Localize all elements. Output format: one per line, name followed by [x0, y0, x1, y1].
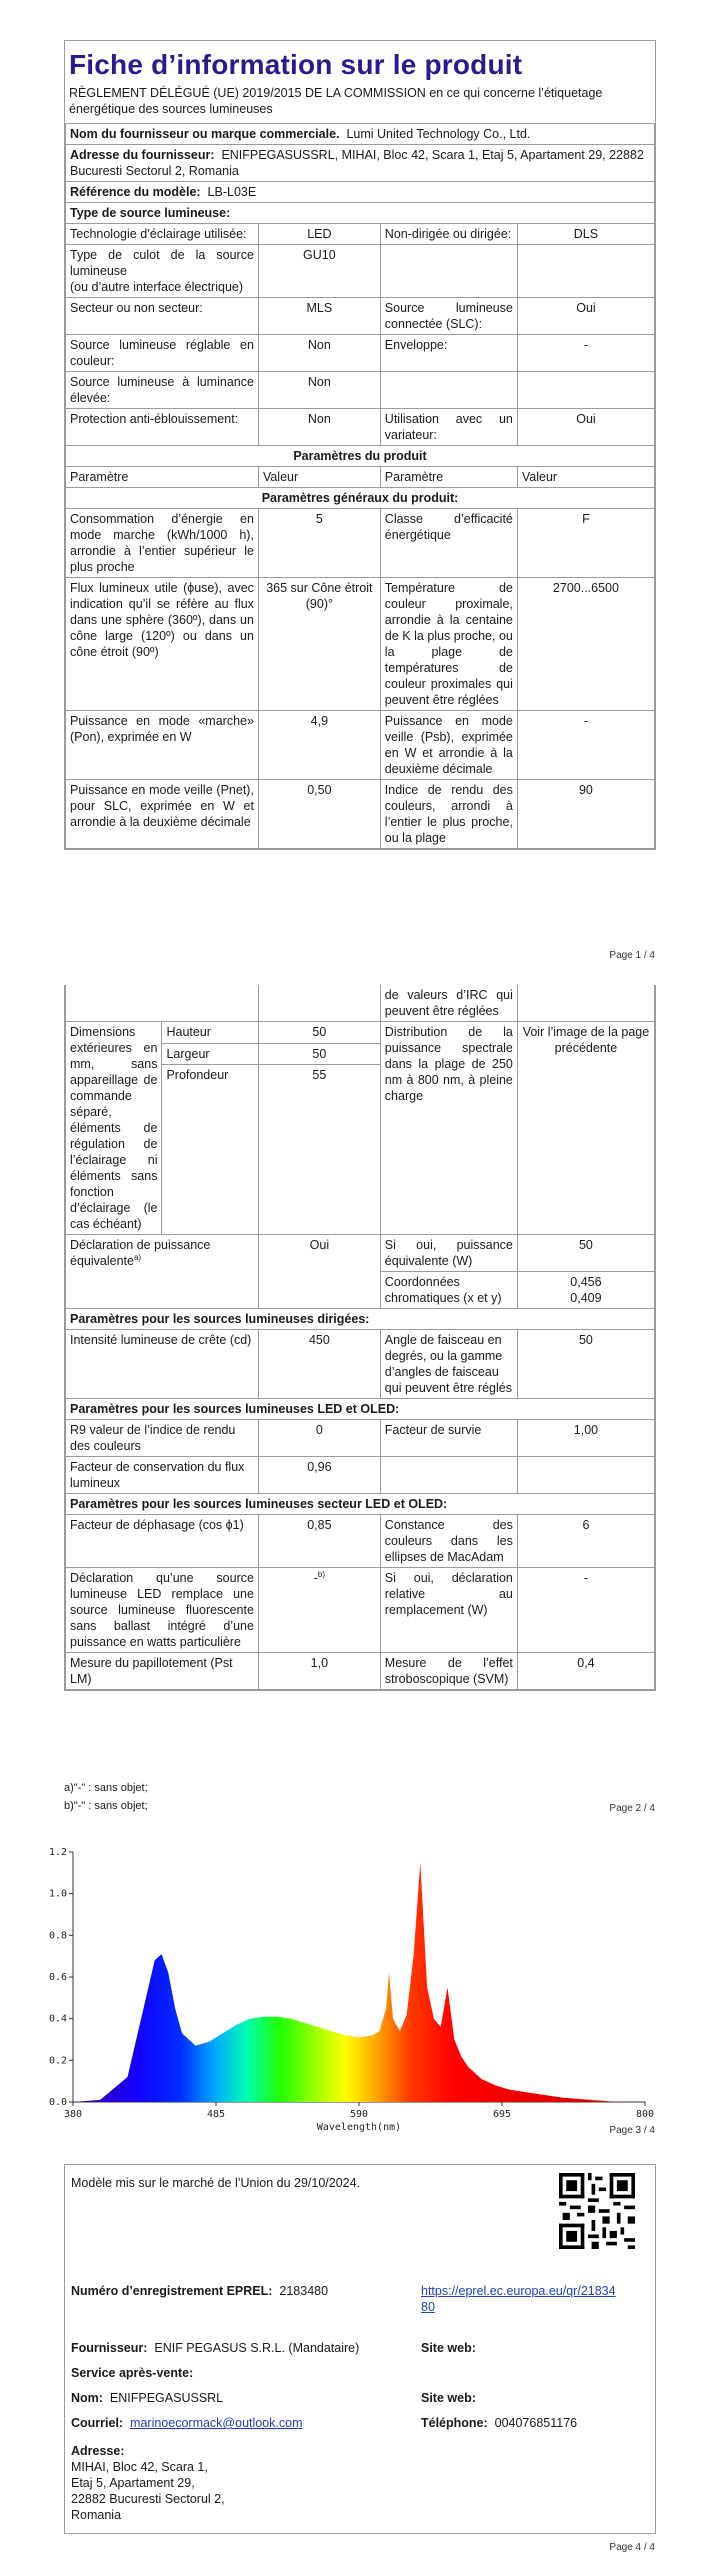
value-cell: F	[517, 508, 654, 577]
value-cell: Oui	[517, 408, 654, 445]
footnote-b: b)"-" : sans objet;	[64, 1800, 148, 1813]
value-cell	[517, 371, 654, 408]
phone-row	[421, 2415, 577, 2431]
table-row	[66, 408, 655, 445]
x-tick-label: 695	[492, 2109, 512, 2120]
value-cell: -	[517, 334, 654, 371]
supplier-address-row: Adresse du fournisseur: ENIFPEGASUSSRL, MIHAI, Bloc 42, Scara 1, Etaj 5, Apartament 29, 22882 Bucuresti Sectorul 2, Romania	[66, 144, 655, 181]
name-row	[71, 2390, 223, 2406]
replace-w-value: -	[517, 1568, 654, 1653]
equiv-value: Oui	[258, 1235, 380, 1309]
param-cell: Source lumineuse à luminance élevée:	[66, 371, 259, 408]
address-line: Etaj 5, Apartament 29,	[71, 2476, 195, 2490]
page-4	[0, 2150, 717, 2560]
phone-label: Téléphone:	[421, 2416, 488, 2430]
table-row	[66, 244, 655, 297]
chroma-label: Coordonnées chromatiques (x et y)	[380, 1272, 517, 1309]
x-axis-label: Wavelength(nm)	[316, 2122, 402, 2133]
value-cell: MLS	[258, 297, 380, 334]
x-tick-label: 590	[349, 2109, 369, 2120]
supplier-label: Fournisseur:	[71, 2341, 148, 2355]
param-cell: Protection anti-éblouissement:	[66, 408, 259, 445]
table-row	[66, 508, 655, 577]
address-label: Adresse:	[71, 2444, 125, 2458]
peak-value: 450	[258, 1330, 380, 1399]
site-label: Site web:	[421, 2341, 476, 2355]
directed-heading: Paramètres pour les sources lumineuses dirigées:	[66, 1309, 655, 1330]
y-tick-label: 0.0	[48, 2097, 67, 2108]
replace-w-label: Si oui, déclaration relative au remplacement (W)	[380, 1568, 517, 1653]
replace-label: Déclaration qu’une source lumineuse LED remplace une source lumineuse fluorescente sans ballast intégré d’une puissance en watts particulière	[66, 1568, 259, 1653]
address-line: MIHAI, Bloc 42, Scara 1,	[71, 2460, 208, 2474]
param-cell	[380, 371, 517, 408]
table-row	[66, 334, 655, 371]
strobo-value: 0,4	[517, 1653, 654, 1690]
value-cell: 90	[517, 779, 654, 848]
value-cell	[517, 244, 654, 297]
table-row	[66, 371, 655, 408]
x-tick-label: 800	[635, 2109, 655, 2120]
model-ref: LB-L03E	[207, 184, 257, 199]
y-tick-label: 0.4	[48, 2013, 67, 2025]
value-cell: 5	[258, 508, 380, 577]
page-title: Fiche d’information sur le produit	[69, 49, 523, 80]
equiv-label: Déclaration de puissance équivalente$^{a)}$	[66, 1235, 259, 1309]
page-2	[0, 985, 717, 1820]
param-cell: Température de couleur proximale, arrondie à la centaine de K la plus proche, ou la plage de températures de couleur proximales qui peuvent être réglées	[380, 577, 517, 710]
value-cell: 4,9	[258, 710, 380, 779]
table-row	[66, 577, 655, 710]
macadam-label: Constance des couleurs dans les ellipses de MacAdam	[380, 1515, 517, 1568]
param-cell: Technologie d’éclairage utilisée:	[66, 223, 259, 244]
dim-name: Profondeur	[162, 1065, 258, 1235]
footnotes	[64, 1777, 148, 1813]
email-row	[71, 2415, 303, 2431]
equiv-w-value: 50	[517, 1235, 654, 1272]
param-cell: Source lumineuse réglable en couleur:	[66, 334, 259, 371]
supplier-row	[71, 2340, 359, 2356]
param-cell: Puissance en mode «marche» (Pon), exprimée en W	[66, 710, 259, 779]
param-cell: Puissance en mode veille (Psb), exprimée en W et arrondie à la deuxième décimale	[380, 710, 517, 779]
page-3	[0, 1820, 717, 2150]
page-number: Page 1 / 4	[609, 950, 655, 961]
service-label: Service après-vente:	[71, 2366, 194, 2380]
footnote-a: a)"-" : sans objet;	[64, 1782, 148, 1794]
spectral-label: Distribution de la puissance spectrale dans la plage de 250 nm à 800 nm, à pleine charge	[380, 1022, 517, 1235]
strobo-label: Mesure de l’effet stroboscopique (SVM)	[380, 1653, 517, 1690]
value-cell: DLS	[517, 223, 654, 244]
value-cell: 2700...6500	[517, 577, 654, 710]
value-cell: Non	[258, 371, 380, 408]
email-link[interactable]: marinoecormack@outlook.com	[130, 2416, 303, 2430]
table-row	[66, 779, 655, 848]
supplier-value: ENIF PEGASUS S.R.L. (Mandataire)	[154, 2341, 360, 2355]
page-number: Page 3 / 4	[609, 2125, 655, 2136]
spectrum-chart	[45, 1840, 675, 2140]
y-tick-label: 1.2	[48, 1847, 67, 1858]
param-cell: Consommation d’énergie en mode marche (kWh/1000 h), arrondie à l’entier supérieur le plus proche	[66, 508, 259, 577]
mains-heading: Paramètres pour les sources lumineuses secteur LED et OLED:	[66, 1494, 655, 1515]
maint-value: 0,96	[258, 1457, 380, 1494]
param-cell: Non-dirigée ou dirigée:	[380, 223, 517, 244]
eprel-link[interactable]: https://eprel.ec.europa.eu/qr/2183480	[421, 2284, 616, 2314]
site-label: Site web:	[421, 2391, 476, 2405]
flicker-label: Mesure du papillotement (Pst LM)	[66, 1653, 259, 1690]
dim-name: Largeur	[162, 1043, 258, 1065]
general-heading: Paramètres généraux du produit:	[66, 487, 655, 508]
x-tick-label: 485	[206, 2109, 226, 2120]
beam-label: Angle de faisceau en degrés, ou la gamme d’angles de faisceau qui peuvent être réglés	[380, 1330, 517, 1399]
equiv-w-label: Si oui, puissance équivalente (W)	[380, 1235, 517, 1272]
product-table-2	[65, 985, 655, 1690]
email-label: Courriel:	[71, 2416, 124, 2430]
qr-code-icon[interactable]	[559, 2173, 635, 2249]
table-row	[66, 710, 655, 779]
survival-label: Facteur de survie	[380, 1420, 517, 1457]
model-ref-row: Référence du modèle: LB-L03E	[66, 181, 655, 202]
name-value: ENIFPEGASUSSRL	[109, 2391, 224, 2405]
params-heading: Paramètres du produit	[66, 445, 655, 466]
param-cell	[380, 244, 517, 297]
name-label: Nom:	[71, 2391, 103, 2405]
dim-value: 50	[258, 1043, 380, 1065]
address-line: Romania	[71, 2508, 122, 2522]
param-cell: Enveloppe:	[380, 334, 517, 371]
value-cell: 0,50	[258, 779, 380, 848]
param-cell: Indice de rendu des couleurs, arrondi à l’entier le plus proche, ou la plage	[380, 779, 517, 848]
address-line: 22882 Bucuresti Sectorul 2,	[71, 2492, 225, 2506]
dim-value: 50	[258, 1022, 380, 1044]
maint-label: Facteur de conservation du flux lumineux	[66, 1457, 259, 1494]
r9-label: R9 valeur de l’indice de rendu des couleurs	[66, 1420, 259, 1457]
eprel-label: Numéro d’enregistrement EPREL:	[71, 2284, 273, 2298]
param-cell: Type de culot de la source lumineuse (ou d’autre interface électrique)	[66, 244, 259, 297]
table-row	[66, 297, 655, 334]
y-tick-label: 0.2	[48, 2055, 67, 2067]
col-value: Valeur	[517, 466, 654, 487]
regulation-text: RÈGLEMENT DÉLÉGUÉ (UE) 2019/2015 DE LA COMMISSION en ce qui concerne l’étiquetage énergétique des sources lumineuses	[69, 85, 603, 116]
page-1	[0, 0, 717, 970]
product-info-sheet-continued	[64, 985, 656, 1691]
page-number: Page 4 / 4	[609, 2542, 655, 2553]
beam-value: 50	[517, 1330, 654, 1399]
macadam-value: 6	[517, 1515, 654, 1568]
page-number: Page 2 / 4	[609, 1803, 655, 1814]
value-cell: GU10	[258, 244, 380, 297]
source-type-heading: Type de source lumineuse:	[66, 202, 655, 223]
phase-label: Facteur de déphasage (cos ϕ1)	[66, 1515, 259, 1568]
market-text: Modèle mis sur le marché de l’Union du 29/10/2024.	[71, 2176, 361, 2190]
r9-value: 0	[258, 1420, 380, 1457]
table-row	[66, 223, 655, 244]
peak-label: Intensité lumineuse de crête (cd)	[66, 1330, 259, 1399]
phase-value: 0,85	[258, 1515, 380, 1568]
col-value: Valeur	[258, 466, 380, 487]
value-cell: 365 sur Cône étroit (90)°	[258, 577, 380, 710]
y-tick-label: 0.8	[48, 1930, 67, 1942]
product-info-sheet	[64, 40, 656, 850]
supplier-name: Lumi United Technology Co., Ltd.	[346, 126, 531, 141]
address-block	[71, 2443, 225, 2523]
col-param: Paramètre	[380, 466, 517, 487]
eprel-row	[71, 2283, 328, 2299]
col-param: Paramètre	[66, 466, 259, 487]
param-cell: Puissance en mode veille (Pnet), pour SLC, exprimée en W et arrondie à la deuxième décimale	[66, 779, 259, 848]
dim-name: Hauteur	[162, 1022, 258, 1044]
phone-value: 004076851176	[494, 2416, 578, 2430]
cri-continued: de valeurs d’IRC qui peuvent être réglées	[380, 985, 517, 1022]
param-cell: Classe d’efficacité énergétique	[380, 508, 517, 577]
spectral-value: Voir l’image de la page précédente	[517, 1022, 654, 1235]
replace-value: -$^{b)}$	[258, 1568, 380, 1653]
flicker-value: 1,0	[258, 1653, 380, 1690]
value-cell: Non	[258, 334, 380, 371]
dim-value: 55	[258, 1065, 380, 1235]
supplier-address: ENIFPEGASUSSRL, MIHAI, Bloc 42, Scara 1, Etaj 5, Apartament 29, 22882 Bucuresti Sectorul 2, Romania	[70, 147, 644, 178]
y-tick-label: 1.0	[48, 1888, 67, 1900]
x-tick-label: 380	[63, 2109, 83, 2120]
value-cell: LED	[258, 223, 380, 244]
value-cell: Non	[258, 408, 380, 445]
dimensions-label: Dimensions extérieures en mm, sans appareillage de commande séparé, éléments de régulation de l’éclairage ni éléments sans fonction d’éclairage (le cas échéant)	[66, 1022, 162, 1235]
value-cell: Oui	[517, 297, 654, 334]
supplier-name-row: Nom du fournisseur ou marque commerciale. Lumi United Technology Co., Ltd.	[66, 123, 655, 144]
y-tick-label: 0.6	[48, 1972, 67, 1983]
value-cell: -	[517, 710, 654, 779]
spectrum-area	[73, 1862, 618, 2102]
chroma-value: 0,456 0,409	[517, 1272, 654, 1309]
survival-value: 1,00	[517, 1420, 654, 1457]
led-heading: Paramètres pour les sources lumineuses LED et OLED:	[66, 1399, 655, 1420]
contact-section	[64, 2164, 656, 2534]
param-cell: Utilisation avec un variateur:	[380, 408, 517, 445]
product-table	[65, 123, 655, 849]
param-cell: Source lumineuse connectée (SLC):	[380, 297, 517, 334]
param-cell: Secteur ou non secteur:	[66, 297, 259, 334]
param-cell: Flux lumineux utile (ϕuse), avec indication qu’il se réfère au flux dans une sphère (360º), dans un cône large (120º) ou dans un cône étroit (90º)	[66, 577, 259, 710]
eprel-value: 2183480	[279, 2284, 329, 2298]
